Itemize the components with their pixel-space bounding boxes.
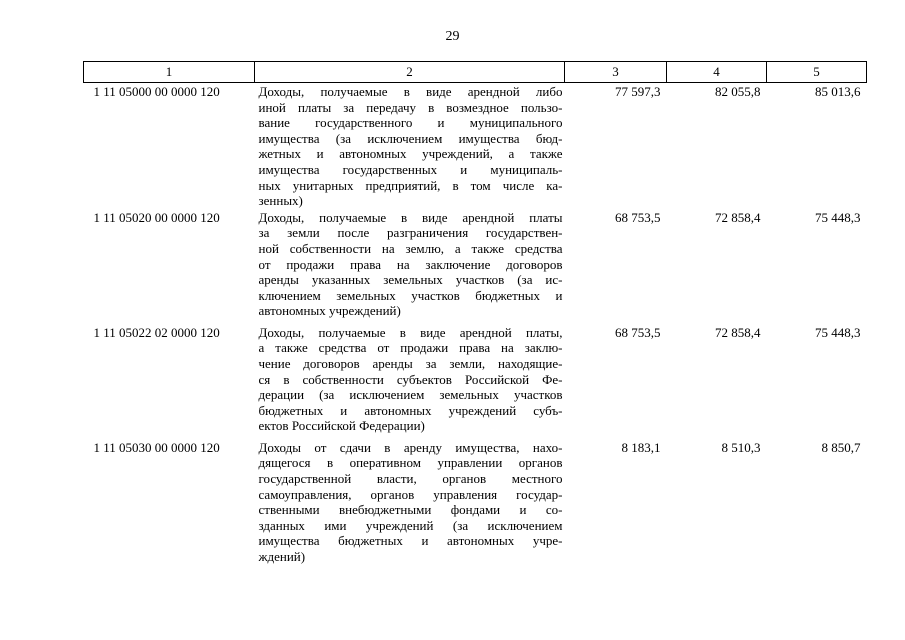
description-line: за земли после разграничения государствен-: [258, 225, 563, 241]
table-row: [84, 439, 867, 570]
description-line: имущества бюджетных и автономных учре-: [258, 533, 563, 549]
budget-code-cell: 1 11 05022 02 0000 120: [93, 324, 220, 340]
header-col-3: 3: [565, 62, 667, 83]
description-cell: [255, 324, 565, 439]
description-line: ственными внебюджетными фондами и со-: [258, 502, 563, 518]
budget-code-cell: 1 11 05000 00 0000 120: [93, 84, 220, 99]
value-col-4-cell: 72 858,4: [715, 324, 761, 340]
value-col-3-cell: 77 597,3: [615, 84, 661, 99]
description-line: ся в собственности субъектов Российской Фе-: [258, 371, 563, 387]
description-line: дерации (за исключением земельных участков: [258, 387, 563, 403]
description-line: чение договоров аренды за земли, находящие-: [258, 355, 563, 371]
description-line: Доходы от сдачи в аренду имущества, нахо-: [258, 439, 563, 455]
description-line: государственной власти, органов местного: [258, 470, 563, 486]
table-row: [84, 209, 867, 324]
value-col-5-cell: 75 448,3: [815, 324, 861, 340]
value-col-4-cell: 82 055,8: [715, 84, 761, 99]
description-line: имущества государственных и муниципаль-: [258, 161, 563, 177]
description-line: дящегося в оперативном управлении органов: [258, 455, 563, 471]
description-line: самоуправления, органов управления государ-: [258, 486, 563, 502]
value-col-5-cell: 8 850,7: [821, 439, 861, 455]
description-line: ектов Российской Федерации): [258, 418, 425, 434]
value-col-3-cell: 8 183,1: [621, 439, 661, 455]
description-line: ной собственности на землю, а также средства: [258, 240, 563, 256]
header-col-2: 2: [255, 62, 565, 83]
budget-code-cell: 1 11 05020 00 0000 120: [93, 209, 220, 225]
table-row: [84, 324, 867, 439]
value-col-5-cell: 85 013,6: [815, 84, 861, 99]
description-line: автономных учреждений): [258, 303, 401, 319]
description-line: ждений): [258, 548, 306, 564]
description-line: ных унитарных предприятий, в том числе ка-: [258, 177, 563, 193]
table-row: [84, 83, 867, 209]
value-col-5-cell: 75 448,3: [815, 209, 861, 225]
description-line: а также средства от продажи права на заклю-: [258, 340, 563, 356]
description-line: Доходы, получаемые в виде арендной платы,: [258, 324, 563, 340]
description-line: вание государственного и муниципального: [258, 115, 563, 131]
description-cell: [255, 83, 565, 209]
description-line: бюджетных и автономных учреждений субъ-: [258, 402, 563, 418]
description-line: Доходы, получаемые в виде арендной платы: [258, 209, 563, 225]
budget-revenue-table: [83, 61, 867, 570]
description-line: жетных и автономных учреждений, а также: [258, 146, 563, 162]
description-line: иной платы за передачу в возмездное пользо-: [258, 99, 563, 115]
value-col-3-cell: 68 753,5: [615, 209, 661, 225]
description-line: зенных): [258, 193, 303, 209]
description-line: аренды указанных земельных участков (за ис-: [258, 272, 563, 288]
header-col-5: 5: [767, 62, 867, 83]
page-number: 29: [445, 29, 460, 44]
description-line: от продажи права на заключение договоров: [258, 256, 563, 272]
value-col-4-cell: 8 510,3: [721, 439, 761, 455]
value-col-3-cell: 68 753,5: [615, 324, 661, 340]
header-col-1: 1: [84, 62, 255, 83]
description-line: зданных ими учреждений (за исключением: [258, 517, 563, 533]
value-col-4-cell: 72 858,4: [715, 209, 761, 225]
description-cell: [255, 439, 565, 570]
header-col-4: 4: [667, 62, 767, 83]
description-line: Доходы, получаемые в виде арендной либо: [258, 84, 563, 99]
description-cell: [255, 209, 565, 324]
budget-code-cell: 1 11 05030 00 0000 120: [93, 439, 220, 455]
table-header-row: [84, 62, 867, 83]
description-line: ключением земельных участков бюджетных и: [258, 287, 563, 303]
description-line: имущества (за исключением имущества бюд-: [258, 130, 563, 146]
